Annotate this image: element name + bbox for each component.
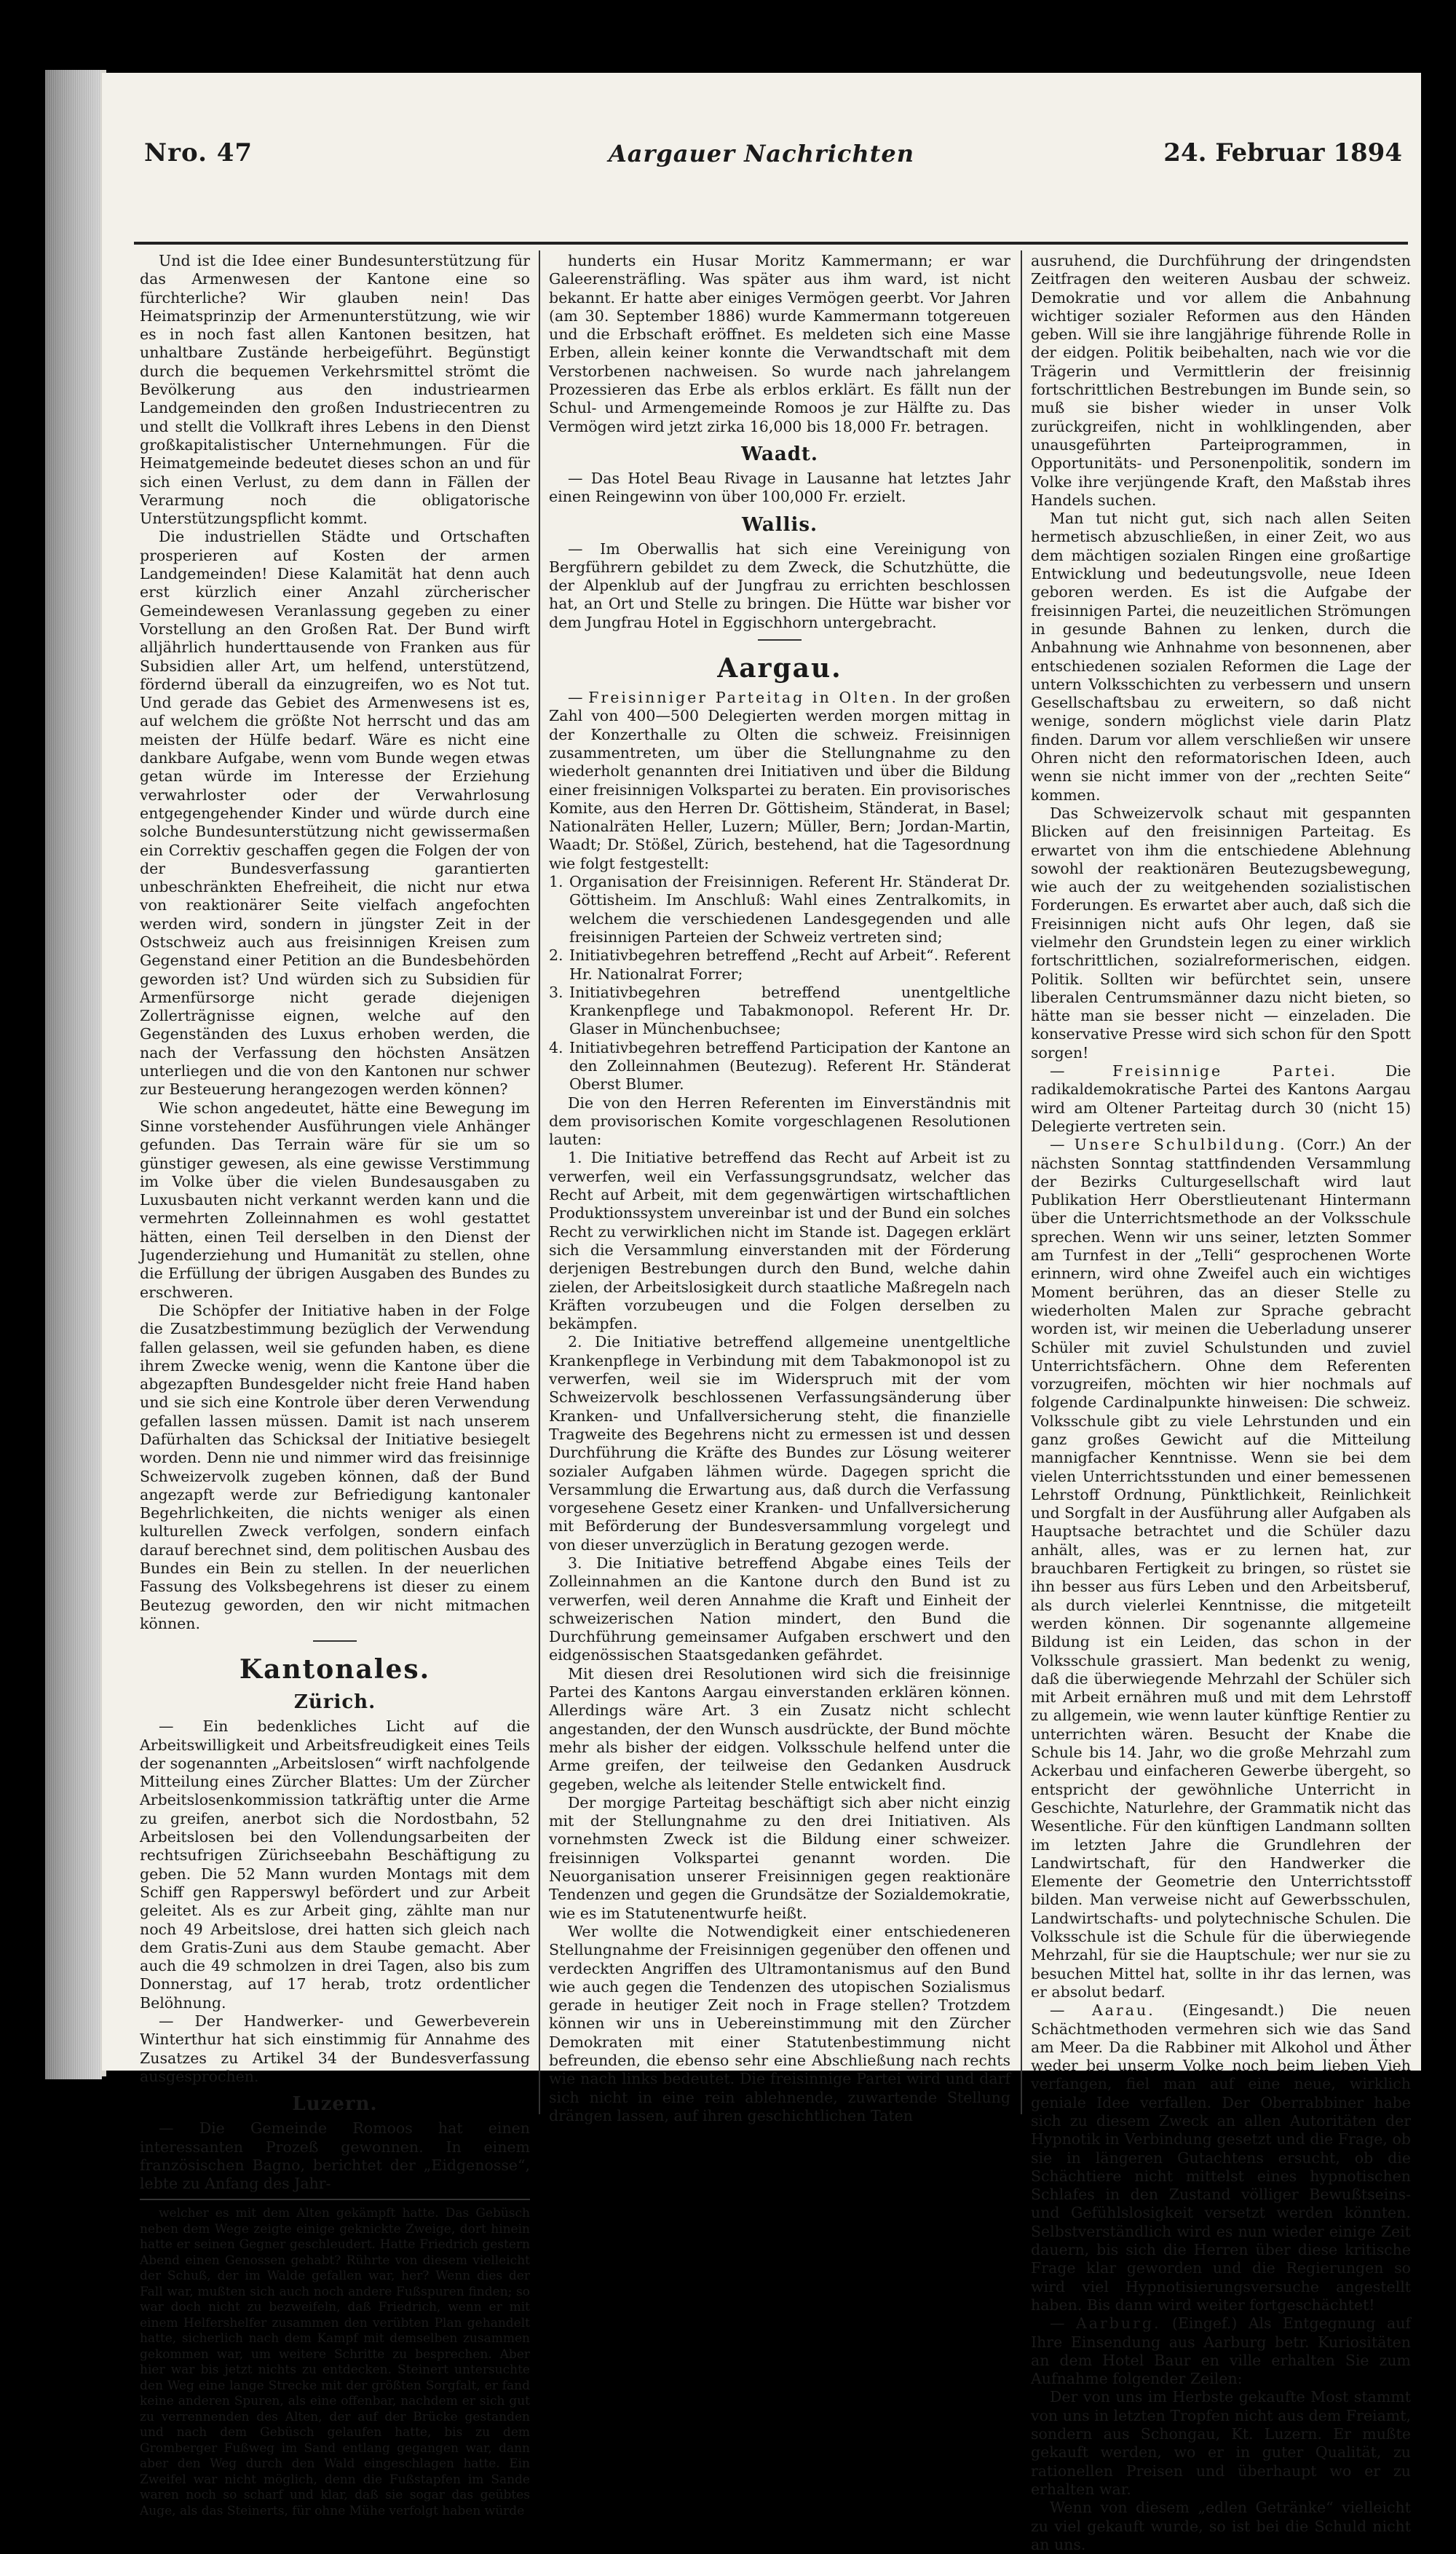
- paragraph: Der morgige Parteitag beschäftigt sich aber nicht einzig mit der Stellungnahme zu den drei Initiativen. Als vornehmsten Zweck ist die Bildung einer schweizer. freisinnigen Volkspartei genannt worden. Die Neuorganisation unserer Freisinnigen gegen reaktionäre Tendenzen und gegen die Grundsätze der Sozialdemokratie, wie es im Statutenentwurfe heißt.: [549, 1793, 1010, 1922]
- paragraph: Und ist die Idee einer Bundesunterstützung für das Armenwesen der Kantone eine so fürchterliche? Wir glauben nein! Das Heimatsprinzip der Armenunterstützung, wie wir es in noch fast allen Kantonen besitzen, hat unhaltbare Zustände herbeigeführt. Begünstigt durch die bequemen Verkehrsmittel strömt die Bevölkerung aus den industriearmen Landgemeinden den großen Industriecentren zu und stellt die Vollkraft ihres Lebens in den Dienst großkapitalistischer Unternehmungen. Für die Heimatgemeinde bedeutet dieses schon an und für sich einen Verlust, zu dem dann in Fällen der Verarmung noch die obligatorische Unterstützungspflicht kommt.: [140, 252, 530, 528]
- separator: [758, 639, 802, 641]
- paragraph: 3. Die Initiative betreffend Abgabe eines Teils der Zolleinnahmen an die Kantone durch den Bund ist zu verwerfen, weil deren Annahme die Kraft und Einheit der schweizerischen Nation mindert, den Bund die Durchführung gemeinsamer Aufgaben erschwert und den eidgenössischen Staatsgedanken gefährdet.: [549, 1554, 1010, 1664]
- column-3: [1031, 252, 1411, 2553]
- paragraph: 1. Die Initiative betreffend das Recht auf Arbeit ist zu verwerfen, weil ein Verfassungsgrundsatz, welcher das Recht auf Arbeit, mit dem gegenwärtigen wirtschaftlichen Produktionssystem unvereinbar ist und der Bund ein solches Recht zu verwirklichen nicht im Stande ist. Dagegen erklärt sich die Versammlung einverstanden mit der Förderung derjenigen Bestrebungen durch den Bund, welche dahin zielen, der Arbeitslosigkeit durch staatliche Maßregeln nach Kräften vorzubeugen und die Folgen derselben zu bekämpfen.: [549, 1149, 1010, 1333]
- item-text: (Eingesandt.) Die neuen Schächtmethoden vermehren sich wie das Sand am Meer. Da die Rabbiner mit Alkohol und Äther weder bei unserm Volke noch beim lieben Vieh verfangen, fiel man auf eine neue, wirklich geniale Idee verfallen. Der Oberrabbiner habe sich zu diesem Zweck an allen Autoritäten der Hypnotik in Verbindung gesetzt und die Frage, ob sie in längeren Gutachtens ersucht, ob die Schächtiere nicht mittelst eines hypnotischen Schlafes in den Zustand völliger Bewußtseins- und Gefühlslosigkeit versetzt werden könnten. Selbstverständlich wird es nun wieder einige Zeit dauern, bis sich die Herren über diese kritische Frage klar geworden und die Regierungen so wird viel Hypnotisierungsversuche angestellt haben. Bis dann wird weiter fortgeschächtet!: [1031, 2001, 1411, 2314]
- paragraph: — Unsere Schulbildung. (Corr.) An der nächsten Sonntag stattfindenden Versammlung der Bezirks Culturgesellschaft wird laut Publikation Herr Oberstlieutenant Hintermann über die Unterrichtsmethode an der Volksschule sprechen. Wenn wir uns seiner, letzten Sommer am Turnfest in der „Telli“ gesprochenen Worte erinnern, wird ohne Zweifel auch ein wichtiges Moment berühren, das an dieser Stelle zu wiederholten Malen zur Sprache gebracht worden ist, wir meinen die Ueberladung unserer Schüler mit zuviel Schulstunden und zuviel Unterrichtsfächern. Ohne dem Referenten vorzugreifen, möchten wir hier nochmals auf folgende Cardinalpunkte hinweisen: Die schweiz. Volksschule gibt zu viele Lehrstunden und ein ganz großes Gewicht auf die Mitteilung mannigfacher Kenntnisse. Wenn sie bei dem vielen Unterrichtsstunden und einer bemessenen Lehrstoff Ordnung, Pünktlichkeit, Reinlichkeit und Sorgfalt in der Ausführung aller Aufgaben als Hauptsache betrachtet und die Schüler dazu anhält, alles, was er zu lernen hat, zur brauchbaren Fertigkeit zu bringen, so rüstet sie ihn besser aus fürs Leben und den Arbeitsberuf, als durch vielerlei Kenntnisse, die mitgeteilt werden können. Dir sogenannte allgemeine Bildung ist ein Leiden, das schon in der Volksschule grassiert. Man bedenkt zu wenig, daß die überwiegende Mehrzahl der Schüler sich mit Arbeit ernähren muß und mit dem Lehrstoff zu allgemein, wie wenn lauter künftige Rentier zu unterrichten wären. Besucht der Knabe die Schule bis 14. Jahr, wo die große Mehrzahl zum Ackerbau und einfacheren Gewerbe übergeht, so entspricht der gewöhnliche Unterricht in Geschichte, Naturlehre, der Grammatik nicht das Wesentliche. Für den künftigen Landmann sollten im letzten Jahre die Grundlehren der Landwirtschaft, für den Handwerker die Elemente der Geometrie den Unterrichtsstoff bilden. Man verweise nicht auf Gewerbsschulen, Landwirtschafts- und polytechnische Schulen. Die Volksschule ist die Schule für die überwiegende Mehrzahl, für sie die Hauptschule; wer nur sie zu besuchen Mittel hat, sollte in ihr das lernen, was er absolut bedarf.: [1031, 1136, 1411, 2001]
- paragraph: — Ein bedenkliches Licht auf die Arbeitswilligkeit und Arbeitsfreudigkeit eines Teils der sogenannten „Arbeitslosen“ wirft nachfolgende Mitteilung eines Zürcher Blattes: Um der Zürcher Arbeitslosenkommission tatkräftig unter die Arme zu greifen, anerbot sich die Nordostbahn, 52 Arbeitslosen bei den Vollendungsarbeiten der rechtsufrigen Zürichseebahn Beschäftigung zu geben. Die 52 Mann wurden Montags mit dem Schiff gen Rapperswyl befördert und zur Arbeit geleitet. Als es zur Arbeit ging, zählte man nur noch 49 Arbeitslose, drei hatten sich gleich nach dem Gratis-Zuni aus dem Staube gemacht. Aber auch die 49 schmolzen in drei Tagen, also bis zum Donnerstag, auf 17 herab, trotz ordentlicher Belöhnung.: [140, 1717, 530, 2012]
- item-text: (Corr.) An der nächsten Sonntag stattfindenden Versammlung der Bezirks Culturgesellschaft wird laut Publikation Herr Oberstlieutenant Hintermann über die Unterrichtsmethode an der Volksschule sprechen. Wenn wir uns seiner, letzten Sommer am Turnfest in der „Telli“ gesprochenen Worte erinnern, wird ohne Zweifel auch ein wichtiges Moment berühren, das an dieser Stelle zu wiederholten Malen zur Sprache gebracht worden ist, wir meinen die Ueberladung unserer Schüler mit zuviel Schulstunden und zuviel Unterrichtsfächern. Ohne dem Referenten vorzugreifen, möchten wir hier nochmals auf folgende Cardinalpunkte hinweisen: Die schweiz. Volksschule gibt zu viele Lehrstunden und ein ganz großes Gewicht auf die Mitteilung mannigfacher Kenntnisse. Wenn sie bei dem vielen Unterrichtsstunden und einer bemessenen Lehrstoff Ordnung, Pünktlichkeit, Reinlichkeit und Sorgfalt in der Ausführung aller Aufgaben als Hauptsache betrachtet und die Schüler dazu anhält, alles, was er zu lernen hat, zur brauchbaren Fertigkeit zu bringen, so rüstet sie ihn besser aus fürs Leben und den Arbeitsberuf, als durch vielerlei Kenntnisse, die mitgeteilt werden können. Dir sogenannte allgemeine Bildung ist ein Leiden, das schon in der Volksschule grassiert. Man bedenkt zu wenig, daß die überwiegende Mehrzahl der Schüler sich mit Arbeit ernähren muß und mit dem Lehrstoff zu allgemein, wie wenn lauter künftige Rentier zu unterrichten wären. Besucht der Knabe die Schule bis 14. Jahr, wo die große Mehrzahl zum Ackerbau und einfacheren Gewerbe übergeht, so entspricht der gewöhnliche Unterricht in Geschichte, Naturlehre, der Grammatik nicht das Wesentliche. Für den künftigen Landmann sollten im letzten Jahre die Grundlehren der Landwirtschaft, für den Handwerker die Elemente der Geometrie den Unterrichtsstoff bilden. Man verweise nicht auf Gewerbsschulen, Landwirtschafts- und polytechnische Schulen. Die Volksschule ist die Schule für die überwiegende Mehrzahl, für sie die Hauptschule; wer nur sie zu besuchen Mittel hat, sollte in ihr das lernen, was er absolut bedarf.: [1031, 1136, 1411, 2001]
- subsection-heading: Luzern.: [292, 2093, 378, 2116]
- item-lead: Aarau.: [1091, 2001, 1155, 2020]
- separator: [313, 1640, 357, 1642]
- agenda-item: 1. Organisation der Freisinnigen. Referent Hr. Ständerat Dr. Göttisheim. Im Anschluß: Wahl eines Zentralkomits, in welchem die verschiedenen Landesgegenden und alle freisinnigen Parteien der Schweiz vertreten sind;: [549, 873, 1010, 946]
- book-binding: [45, 70, 102, 2079]
- feuilleton-text: welcher es mit dem Alten gekämpft hatte. Das Gebüsch neben dem Wege zeigte einige geknickte Zweige, dort hinein hatte er seinen Gegner geschleudert. Hatte Friedrich gestern Abend einen Genossen gehabt? Rührte von diesem vielleicht der Schuß, der im Walde gefallen war, her? Wenn dies der Fall war, mußten sich auch noch andere Fußspuren finden; so war doch nicht zu bezweifeln, daß Friedrich, wenn er mit einem Helfershelfer zusammen den verübten Plan gehandelt hatte, sicherlich nach dem Kampf mit demselben zusammen gekommen war, um weitere Schritte zu besprechen. Aber hier war bis jetzt nichts zu entdecken. Steinert untersuchte den Weg eine lange Strecke mit der größten Sorgfalt, er fand keine anderen Spuren, als eine offenbar, nachdem er sich gut zu verrennenden des Alten, der auf der Brücke gestanden und nach dem Gebüsch gelaufen hatte, bis zu dem Gromberger Fußweg im Sand entlang gegangen war, dann aber den Weg durch den Wald eingeschlagen hatte. Ein Zweifel war nicht möglich, denn die Fußstapfen im Sande waren noch so scharf und klar, daß sie sogar das geübtes Auge, als das Steinerts, für ohne Mühe verfolgt haben würde: [140, 2206, 530, 2518]
- agenda-text: Initiativbegehren betreffend „Recht auf Arbeit“. Referent Hr. Nationalrat Forrer;: [569, 946, 1010, 983]
- paragraph: ausruhend, die Durchführung der dringendsten Zeitfragen den weiteren Ausbau der schweiz. Demokratie und vor allem die Anbahnung wichtiger sozialer Reformen aus den Händen geben. Will sie ihre langjährige führende Rolle in der eidgen. Politik beibehalten, nach wie vor die Trägerin und Vermittlerin der freisinnig fortschrittlichen Bestrebungen im Bunde sein, so muß sie bisher wieder in unser Volk zurückgreifen, nicht in wohlklingenden, aber unausgeführten Parteiprogrammen, in Opportunitäts- und Personenpolitik, sondern im Volke ihre verjüngende Kraft, den Maßstab ihres Handels suchen.: [1031, 252, 1411, 509]
- agenda-item: 3. Initiativbegehren betreffend unentgeltliche Krankenpflege und Tabakmonopol. Referent Hr. Dr. Glaser in Münchenbuchsee;: [549, 983, 1010, 1038]
- agenda-item: 4. Initiativbegehren betreffend Participation der Kantone an den Zolleinnahmen (Beutezug). Referent Hr. Ständerat Oberst Blumer.: [549, 1038, 1010, 1094]
- column-1: [140, 252, 530, 2518]
- agenda-item: 2. Initiativbegehren betreffend „Recht auf Arbeit“. Referent Hr. Nationalrat Forrer;: [549, 946, 1010, 983]
- newspaper-title: Aargauer Nachrichten: [608, 140, 915, 167]
- item-lead: Aarburg.: [1075, 2314, 1161, 2333]
- paragraph: Die Schöpfer der Initiative haben in der Folge die Zusatzbestimmung bezüglich der Verwendung fallen gelassen, weil sie gefunden haben, es diene ihrem Zwecke wenig, wenn die Kantone über die abgezapften Bundesgelder nicht freie Hand haben und sie sich eine Kontrole über deren Verwendung gefallen lassen müssen. Damit ist nach unserem Dafürhalten das Schicksal der Initiative besiegelt worden. Denn nie und nimmer wird das freisinnige Schweizervolk zugeben können, daß der Bund angezapft werde zur Befriedigung kantonaler Begehrlichkeiten, die nichts weniger als einen kulturellen Zweck verfolgen, sondern einfach darauf berechnet sind, dem politischen Ausbau des Bundes ein Bein zu stellen. In der neuerlichen Fassung des Volksbegehrens ist dieser zu einem Beutezug geworden, den wir nicht mitmachen können.: [140, 1301, 530, 1632]
- header-rule: [134, 242, 1408, 245]
- paragraph: Wenn von diesem „edlen Getränke“ vielleicht zu viel gekauft wurde, so ist bei die Schuld nicht an uns.: [1031, 2499, 1411, 2553]
- paragraph: Wer wollte die Notwendigkeit einer entschiedeneren Stellungnahme der Freisinnigen gegenüber den offenen und verdeckten Angriffen des Ultramontanismus auf den Bund wie auch gegen die Tendenzen des utopischen Sozialismus gerade in heutiger Zeit noch in Frage stellen? Trotzdem können wir uns in Uebereinstimmung mit den Zürcher Demokraten mit einer Statutenbestimmung nicht befreunden, die ebenso sehr eine Abschließung nach rechts wie nach links bedeutet. Die freisinnige Partei wird und darf sich nicht in eine rein ablehnende, zuwartende Stellung drängen lassen, auf ihren geschichtlichen Taten: [549, 1922, 1010, 2124]
- item-lead: Freisinniger Parteitag in Olten.: [588, 689, 899, 707]
- subsection-heading: Wallis.: [741, 513, 818, 536]
- paragraph: — Im Oberwallis hat sich eine Vereinigung von Bergführern gebildet zu dem Zweck, die Schutzhütte, die der Alpenklub auf der Jungfrau zu errichten beschlossen hat, an Ort und Stelle zu bringen. Die Hütte war bisher vor dem Jungfrau Hotel in Eggischhorn untergebracht.: [549, 539, 1010, 631]
- paragraph: — Aarburg. (Eingef.) Als Entgegnung auf Ihre Einsendung aus Aarburg betr. Kuriositäten an dem Hotel Baur en ville erhalten Sie zum Aufnahme folgender Zeilen:: [1031, 2314, 1411, 2388]
- masthead: [102, 73, 1421, 175]
- column-rule: [1021, 250, 1022, 2114]
- item-text: Die radikaldemokratische Partei des Kantons Aargau wird am Oltener Parteitag durch 30 (nicht 15) Delegierte vertreten sein.: [1031, 1062, 1411, 1135]
- subsection-heading: Waadt.: [741, 443, 818, 465]
- item-text: In der großen Zahl von 400—500 Delegierten werden morgen mittag in der Konzerthalle zu Olten die schweiz. Freisinnigen zusammentreten, um über die Stellungnahme zu den wiederholt genannten drei Initiativen und über die Bildung einer freisinnigen Volkspartei zu beraten. Ein provisorisches Komite, aus den Herren Dr. Göttisheim, Ständerat, in Basel; Nationalräten Heller, Luzern; Müller, Bern; Jordan-Martin, Waadt; Dr. Stößel, Zürich, bestehend, hat die Tagesordnung wie folgt festgestellt:: [549, 689, 1010, 872]
- paragraph: — Freisinniger Parteitag in Olten. In der großen Zahl von 400—500 Delegierten werden morgen mittag in der Konzerthalle zu Olten die schweiz. Freisinnigen zusammentreten, um über die Stellungnahme zu den wiederholt genannten drei Initiativen und über die Bildung einer freisinnigen Volkspartei zu beraten. Ein provisorisches Komite, aus den Herren Dr. Göttisheim, Ständerat, in Basel; Nationalräten Heller, Luzern; Müller, Bern; Jordan-Martin, Waadt; Dr. Stößel, Zürich, bestehend, hat die Tagesordnung wie folgt festgestellt:: [549, 689, 1010, 872]
- column-rule: [539, 250, 540, 2114]
- paragraph: Die industriellen Städte und Ortschaften prosperieren auf Kosten der armen Landgemeinden! Diese Kalamität hat denn auch erst kürzlich einer Anzahl zürcherischer Gemeindewesen Veranlassung gegeben zu einer Vorstellung an den Großen Rat. Der Bund wirft alljährlich hunderttausende von Franken aus für Subsidien aller Art, um helfend, unterstützend, fördernd überall da einzugreifen, wo es Not tut. Und gerade das Gebiet des Armenwesens ist es, auf welchem die größte Not herrscht und das am meisten der Hülfe bedarf. Wäre es nicht eine dankbare Aufgabe, wenn vom Bunde wegen etwas getan würde im Interesse der Erziehung verwahrloster oder der Verwahrlosung entgegengehender Kinder und würde durch eine solche Bundesunterstützung nicht gewissermaßen ein Correktiv geschaffen gegen die Folgen der von der Bundesverfassung garantierten unbeschränkten Ehefreiheit, die nicht nur etwa von reaktionärer Seite vielfach angefochten werden wird, sondern in jüngster Zeit in der Ostschweiz auch aus freisinnigen Kreisen zum Gegenstand einer Petition an die Bundesbehörden geworden ist? Und würden sich zu Subsidien für Armenfürsorge nicht gerade diejenigen Zollerträgnisse eignen, welche auf den Gegenständen des Luxus erhoben werden, die nach der Verfassung den höchsten Ansätzen unterliegen und die von den Kantonen nur schwer zur Besteuerung herangezogen werden können?: [140, 528, 530, 1099]
- issue-number: Nro. 47: [144, 138, 253, 167]
- paragraph: Die von den Herren Referenten im Einverständnis mit dem provisorischen Komite vorgeschlagenen Resolutionen lauten:: [549, 1094, 1010, 1149]
- paragraph: Wie schon angedeutet, hätte eine Bewegung im Sinne vorstehender Ausführungen viele Anhänger gefunden. Das Terrain wäre für sie um so günstiger gewesen, als eine gewisse Verstimmung im Volke über die vielen Bundesausgaben zu Luxusbauten nicht verkannt werden kann und die vermehrten Zolleinnahmen es wohl gestattet hätten, einen Teil derselben in den Dienst der Jugenderziehung und Humanität zu stellen, ohne die Erfüllung der übrigen Ausgaben des Bundes zu erschweren.: [140, 1099, 530, 1301]
- paragraph: — Freisinnige Partei. Die radikaldemokratische Partei des Kantons Aargau wird am Oltener Parteitag durch 30 (nicht 15) Delegierte vertreten sein.: [1031, 1062, 1411, 1135]
- issue-date: 24. Februar 1894: [1163, 138, 1402, 167]
- paragraph: — Aarau. (Eingesandt.) Die neuen Schächtmethoden vermehren sich wie das Sand am Meer. Da die Rabbiner mit Alkohol und Äther weder bei unserm Volke noch beim lieben Vieh verfangen, fiel man auf eine neue, wirklich geniale Idee verfallen. Der Oberrabbiner habe sich zu diesem Zweck an allen Autoritäten der Hypnotik in Verbindung gesetzt und die Frage, ob sie in längeren Gutachtens ersucht, ob die Schächtiere nicht mittelst eines hypnotischen Schlafes in den Zustand völliger Bewußtseins- und Gefühlslosigkeit versetzt werden könnten. Selbstverständlich wird es nun wieder einige Zeit dauern, bis sich die Herren über diese kritische Frage klar geworden und die Regierungen so wird viel Hypnotisierungsversuche angestellt haben. Bis dann wird weiter fortgeschächtet!: [1031, 2001, 1411, 2314]
- agenda-text: Initiativbegehren betreffend unentgeltliche Krankenpflege und Tabakmonopol. Referent Hr. Dr. Glaser in Münchenbuchsee;: [569, 983, 1010, 1038]
- paragraph: — Das Hotel Beau Rivage in Lausanne hat letztes Jahr einen Reingewinn von über 100,000 Fr. erzielt.: [549, 469, 1010, 506]
- agenda-text: Initiativbegehren betreffend Participation der Kantone an den Zolleinnahmen (Beutezug). Referent Hr. Ständerat Oberst Blumer.: [569, 1038, 1010, 1094]
- item-text: (Eingef.) Als Entgegnung auf Ihre Einsendung aus Aarburg betr. Kuriositäten an dem Hotel Baur en ville erhalten Sie zum Aufnahme folgender Zeilen:: [1031, 2314, 1411, 2388]
- paragraph: Mit diesen drei Resolutionen wird sich die freisinnige Partei des Kantons Aargau einverstanden erklären können. Allerdings wäre Art. 3 ein Zusatz nicht schlecht angestanden, der den Wunsch ausdrückte, der Bund möchte mehr als bisher der eidgen. Volksschule helfend unter die Arme greifen, der teilweise den Gedanken Ausdruck gegeben, welche als leitender Stelle entwickelt find.: [549, 1664, 1010, 1793]
- section-heading: Kantonales.: [239, 1654, 431, 1685]
- paragraph: hunderts ein Husar Moritz Kammermann; er war Galeerensträfling. Was später aus ihm ward, ist nicht bekannt. Er hatte aber einiges Vermögen geerbt. Vor Jahren (am 30. September 1886) wurde Kammermann totgereuen und die Erbschaft eröffnet. Es meldeten sich eine Masse Erben, allein keiner konnte die Verwandtschaft mit dem Verstorbenen nachweisen. So wurde nach jahrelangem Prozessieren das Erbe als erblos erklärt. Es fällt nun der Schul- und Armengemeinde Romoos je zur Hälfte zu. Das Vermögen wird jetzt zirka 16,000 bis 18,000 Fr. betragen.: [549, 252, 1010, 435]
- feuilleton-rule: [140, 2199, 530, 2200]
- column-2: [549, 252, 1010, 2124]
- item-lead: Freisinnige Partei.: [1112, 1062, 1338, 1080]
- newspaper-page: [102, 73, 1421, 2553]
- paragraph: 2. Die Initiative betreffend allgemeine unentgeltliche Krankenpflege in Verbindung mit dem Tabakmonopol ist zu verwerfen, weil sie im Widerspruch mit der vom Schweizervolk beschlossenen Verfassungsänderung über Kranken- und Unfallversicherung steht, die finanzielle Tragweite des Begehrens nicht zu ermessen ist und dessen Durchführung die Kräfte des Bundes zur Lösung weiterer sozialer Aufgaben lähmen würde. Dagegen spricht die Versammlung die Erwartung aus, daß durch die Verfassung vorgesehene Gesetz einer Kranken- und Unfallversicherung mit Beförderung der Bundesversammlung vorgelegt und von dieser unverzüglich in Beratung gezogen werde.: [549, 1333, 1010, 1554]
- subsection-heading: Zürich.: [293, 1691, 376, 1714]
- paragraph: — Die Gemeinde Romoos hat einen interessanten Prozeß gewonnen. In einem französischen Bagno, berichtet der „Eidgenosse“, lebte zu Anfang des Jahr-: [140, 2119, 530, 2193]
- item-lead: Unsere Schulbildung.: [1074, 1136, 1287, 1154]
- paragraph: — Der Handwerker- und Gewerbeverein Winterthur hat sich einstimmig für Annahme des Zusatzes zu Artikel 34 der Bundesverfassung ausgesprochen.: [140, 2012, 530, 2085]
- paragraph: Das Schweizervolk schaut mit gespannten Blicken auf den freisinnigen Parteitag. Es erwartet von ihm die entschiedene Ablehnung sowohl der reaktionären Beutezugsbewegung, wie auch der zu weitgehenden sozialistischen Forderungen. Es erwartet aber auch, daß sich die Freisinnigen nicht aufs Ohr legen, daß sie vielmehr den Grundstein legen zu einer wirklich fortschrittlichen, sozialreformerischen, eidgen. Politik. Sollten wir befürchtet sein, unsere liberalen Centrumsmänner dazu nicht bieten, so hätte man sie besser nicht — einzeladen. Die konservative Presse wird sich schon für den Spott sorgen!: [1031, 804, 1411, 1061]
- agenda-text: Organisation der Freisinnigen. Referent Hr. Ständerat Dr. Göttisheim. Im Anschluß: Wahl eines Zentralkomits, in welchem die verschiedenen Landesgegenden und alle freisinnigen Parteien der Schweiz vertreten sind;: [569, 873, 1010, 946]
- paragraph: Der von uns im Herbste gekaufte Most stammt von uns in letzten Tropfen nicht aus dem Freiamt, sondern aus Schongau, Kt. Luzern. Er mußte gekauft werden, wo er in guter Qualität, zu rationellen Preisen und überhaupt wo er zu erhalten war.: [1031, 2388, 1411, 2498]
- section-heading: Aargau.: [717, 653, 842, 684]
- paragraph: Man tut nicht gut, sich nach allen Seiten hermetisch abzuschließen, in einer Zeit, wo aus dem mächtigen sozialen Ringen eine großartige Entwicklung und bedeutungsvolle, neue Ideen geboren werden. Es ist die Aufgabe der freisinnigen Partei, die neuzeitlichen Strömungen in gesunde Bahnen zu lenken, durch die Anbahnung wie Anhnahme von besonnenen, aber entschiedenen sozialen Reformen die Lage der untern Volksschichten zu verbessern und unsern Gesellschaftsbau zu erweitern, so daß nicht wenige, sondern möglichst viele darin Platz finden. Darum vor allem verschließen wir unsere Ohren nicht den reformatorischen Ideen, auch wenn sie nicht immer von der „rechten Seite“ kommen.: [1031, 510, 1411, 804]
